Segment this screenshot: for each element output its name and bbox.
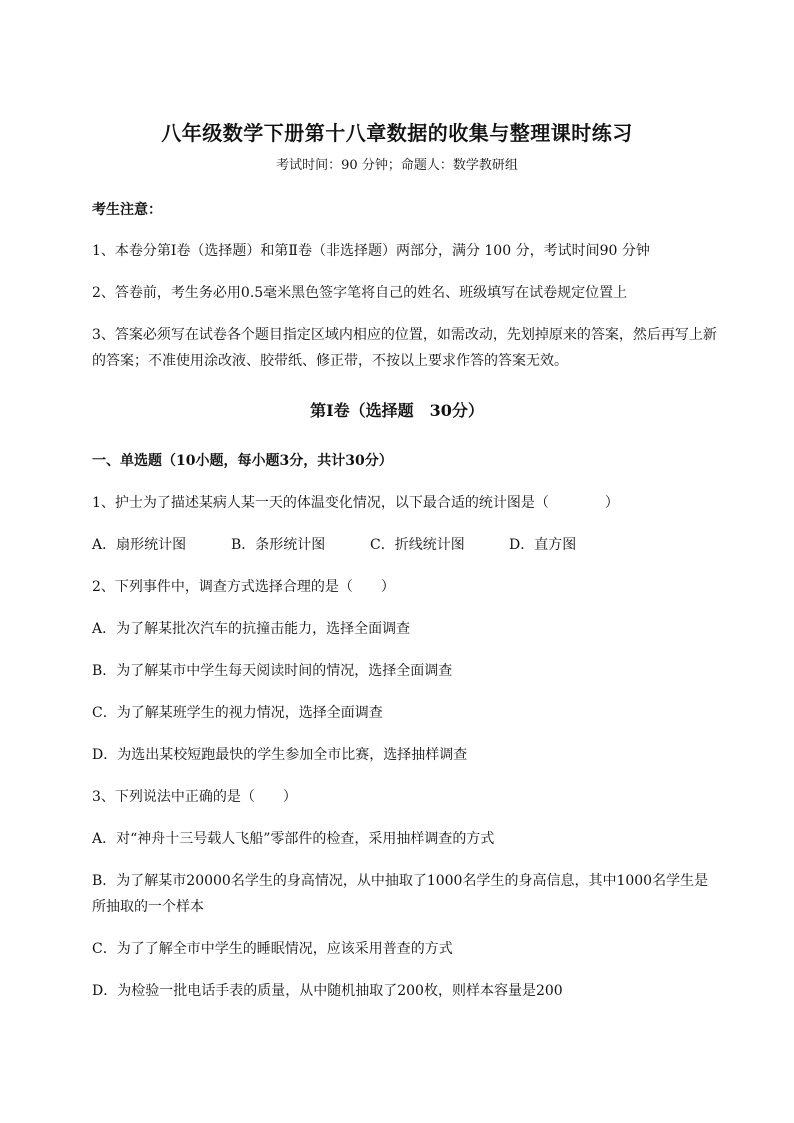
question-stem: 2、下列事件中，调查方式选择合理的是（ ） (92, 579, 395, 595)
question-stem: 3、下列说法中正确的是（ ） (92, 789, 297, 805)
option-b: B．为了解某市20000名学生的身高情况，从中抽取了1000名学生的身高信息，其中1000名学生是 (92, 873, 709, 889)
option-b: B．为了解某市中学生每天阅读时间的情况，选择全面调查 (92, 663, 453, 679)
page-title: 八年级数学下册第十八章数据的收集与整理课时练习 (161, 121, 633, 145)
notice-item: 2、答卷前，考生务必用0.5毫米黑色签字笔将自己的姓名、班级填写在试卷规定位置上 (92, 285, 628, 301)
exam-info: 考试时间：90 分钟；命题人：数学教研组 (276, 158, 518, 173)
notice-item: 1、本卷分第Ⅰ卷（选择题）和第Ⅱ卷（非选择题）两部分，满分 100 分，考试时间90 分钟 (92, 243, 650, 259)
section-title: 第Ⅰ卷（选择题 30分） (310, 401, 484, 420)
option-a: A．对“神舟十三号载人飞船”零部件的检查，采用抽样调查的方式 (92, 831, 495, 847)
option-c: C．折线统计图 (370, 537, 465, 553)
option-d: D．为检验一批电话手表的质量，从中随机抽取了200枚，则样本容量是200 (92, 983, 563, 999)
notice-item-continued: 的答案；不准使用涂改液、胶带纸、修正带，不按以上要求作答的答案无效。 (92, 353, 568, 369)
notice-item: 3、答案必须写在试卷各个题目指定区域内相应的位置，如需改动，先划掉原来的答案，然后再写上新 (92, 327, 717, 343)
option-d: D．直方图 (509, 537, 577, 553)
option-d: D．为选出某校短跑最快的学生参加全市比赛，选择抽样调查 (92, 747, 468, 763)
option-c: C．为了解某班学生的视力情况，选择全面调查 (92, 705, 383, 721)
part-heading: 一、单选题（10小题，每小题3分，共计30分） (92, 453, 393, 469)
option-c: C．为了了解全市中学生的睡眠情况，应该采用普查的方式 (92, 941, 453, 957)
notice-heading: 考生注意： (92, 202, 162, 218)
option-b-continued: 所抽取的一个样本 (92, 899, 204, 915)
option-row (92, 534, 752, 556)
option-a: A．为了解某批次汽车的抗撞击能力，选择全面调查 (92, 621, 411, 637)
option-b: B．条形统计图 (231, 537, 326, 553)
question-stem: 1、护士为了描述某病人某一天的体温变化情况，以下最合适的统计图是（ ） (92, 495, 619, 511)
option-a: A．扇形统计图 (92, 537, 187, 553)
